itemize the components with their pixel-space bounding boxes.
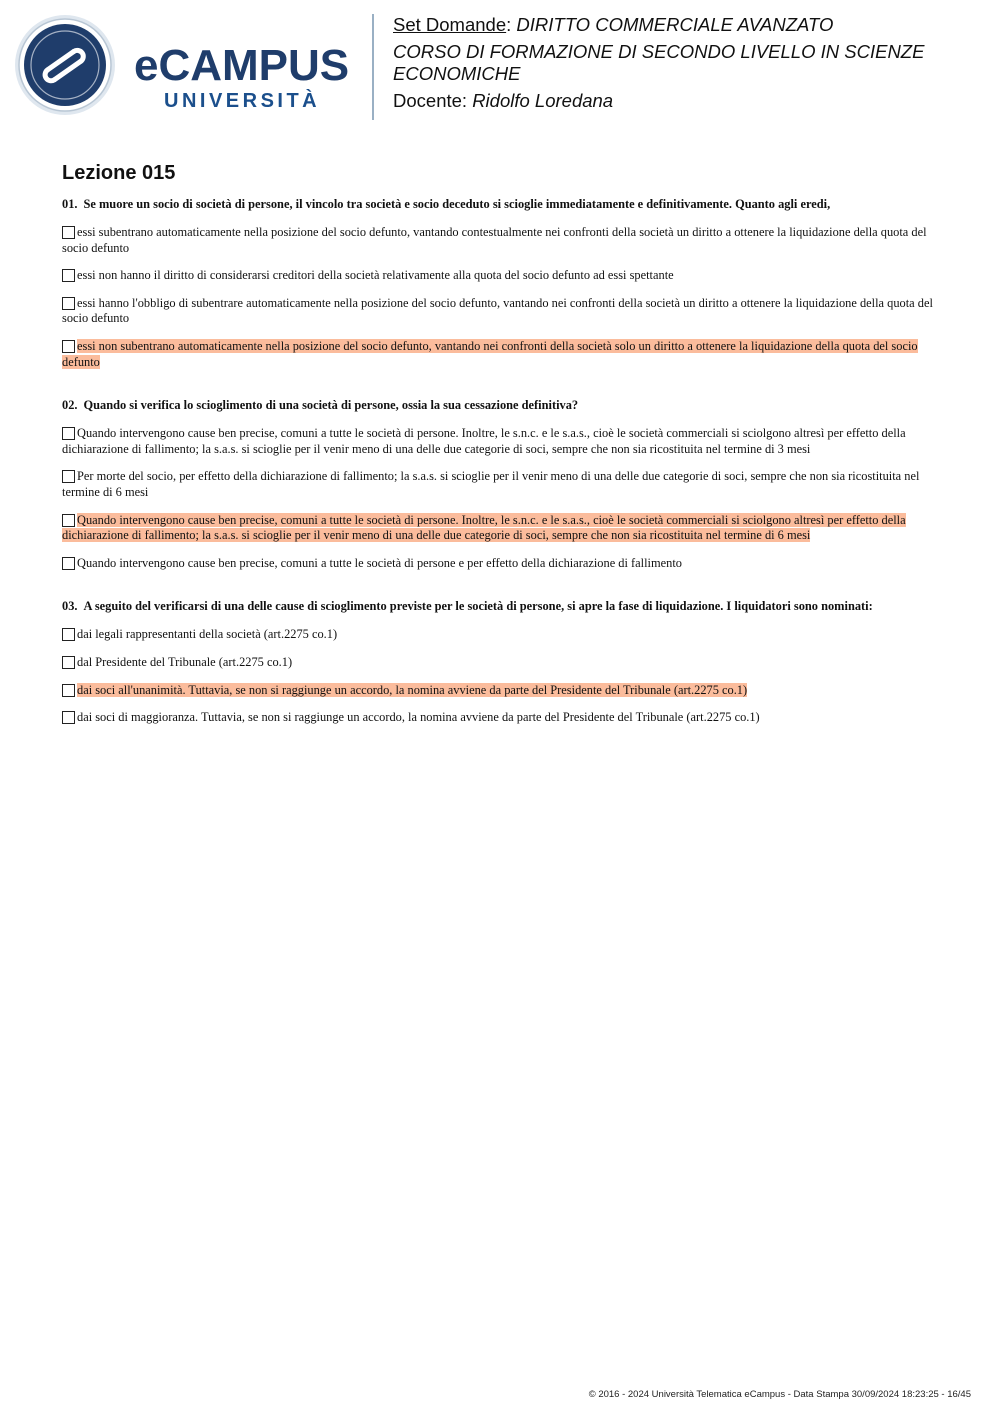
answer-text: essi subentrano automaticamente nella posizione del socio defunto, vantando contestualmente nei confronti della società un diritto a ottenere la liquidazione della quota del socio defunto [62, 225, 927, 255]
question-body: A seguito del verificarsi di una delle cause di scioglimento previste per le società di persone, si apre la fase di liquidazione. I liquidatori sono nominati: [83, 599, 873, 614]
answer-checkbox[interactable] [62, 340, 75, 353]
set-label: Set Domande [393, 14, 507, 35]
teacher-label: Docente: [393, 90, 468, 111]
answer-text-highlighted: Quando intervengono cause ben precise, comuni a tutte le società di persone. Inoltre, le s.n.c. e le s.a.s., cioè le società commerciali si sciolgono altresì per effetto della dichiarazione di fallimento; la s.a.s. si scioglie per il venir meno di una delle due categorie di soci, sempre che non sia ricostituita nel termine di 6 mesi [62, 512, 906, 543]
answer-checkbox[interactable] [62, 684, 75, 697]
answer-checkbox[interactable] [62, 427, 75, 440]
answer-option [62, 296, 940, 327]
logo-subtitle-text: UNIVERSITÀ [164, 90, 321, 112]
teacher-line [393, 90, 983, 112]
answer-text: essi non hanno il diritto di considerarsi creditori della società relativamente alla quota del socio defunto ad essi spettante [77, 268, 674, 283]
answer-text: dai legali rappresentanti della società (art.2275 co.1) [77, 627, 338, 642]
answer-text: Per morte del socio, per effetto della dichiarazione di fallimento; la s.a.s. si scioglie per il venir meno di una delle due categorie di soci, sempre che non sia ricostituita nel termine di 6 mesi [62, 469, 920, 499]
question-number: 03. [62, 599, 78, 614]
question-block [62, 196, 940, 370]
answer-text: essi hanno l'obbligo di subentrare automaticamente nella posizione del socio defunto, vantando nei confronti della società un diritto a ottenere la liquidazione della quota del socio defunto [62, 295, 933, 326]
course-title: DIRITTO COMMERCIALE AVANZATO [516, 14, 834, 35]
answer-option [62, 627, 940, 643]
question-block [62, 397, 940, 571]
answer-checkbox[interactable] [62, 514, 75, 527]
answer-option [62, 426, 940, 457]
question-number: 01. [62, 197, 78, 211]
page-header [0, 0, 1000, 130]
question-block [62, 598, 940, 725]
question-text [62, 196, 940, 212]
answer-option [62, 469, 940, 500]
answer-option-correct [62, 513, 940, 544]
answer-option-correct [62, 683, 940, 699]
answer-option [62, 710, 940, 726]
answer-checkbox[interactable] [62, 297, 75, 310]
ecampus-logo [14, 14, 359, 118]
question-body: Se muore un socio di società di persone, il vincolo tra società e socio deceduto si scioglie immediatamente e definitivamente. Quanto agli eredi, [83, 197, 831, 211]
question-number: 02. [62, 398, 78, 413]
header-info [393, 14, 983, 112]
answer-checkbox[interactable] [62, 269, 75, 282]
questions-list [62, 196, 940, 753]
answer-checkbox[interactable] [62, 656, 75, 669]
answer-text: Quando intervengono cause ben precise, comuni a tutte le società di persone. Inoltre, le s.n.c. e le s.a.s., cioè le società commerciali si sciolgono altresì per effetto della dichiarazione di fallimento; la s.a.s. si scioglie per il venir meno di una delle due categorie di soci, sempre che non sia ricostituita nel termine di 3 mesi [62, 426, 906, 456]
course-subtitle: CORSO DI FORMAZIONE DI SECONDO LIVELLO IN SCIENZE ECONOMICHE [393, 41, 925, 84]
answer-checkbox[interactable] [62, 470, 75, 483]
logo-seal-inner [24, 24, 106, 106]
answer-option [62, 225, 940, 256]
question-text [62, 397, 940, 413]
answer-text: Quando intervengono cause ben precise, comuni a tutte le società di persone e per effetto della dichiarazione di fallimento [77, 555, 682, 570]
header-divider [372, 14, 374, 120]
set-colon: : [506, 14, 512, 35]
answer-option [62, 655, 940, 671]
answer-checkbox[interactable] [62, 628, 75, 641]
question-body: Quando si verifica lo scioglimento di una società di persone, ossia la sua cessazione definitiva? [83, 398, 579, 413]
logo-brand-text: eCAMPUS [134, 41, 350, 90]
question-text [62, 598, 940, 614]
answer-text-highlighted: dai soci all'unanimità. Tuttavia, se non si raggiunge un accordo, la nomina avviene da parte del Presidente del Tribunale (art.2275 co.1) [77, 682, 748, 697]
answer-checkbox[interactable] [62, 557, 75, 570]
answer-text: dal Presidente del Tribunale (art.2275 co.1) [77, 654, 293, 669]
teacher-name: Ridolfo Loredana [472, 90, 614, 111]
answer-option [62, 268, 940, 284]
answer-text-highlighted: essi non subentrano automaticamente nella posizione del socio defunto, vantando nei confronti della società solo un diritto a ottenere la liquidazione della quota del socio defunto [62, 338, 918, 369]
answer-checkbox[interactable] [62, 226, 75, 239]
answer-option [62, 556, 940, 572]
set-line [393, 14, 983, 36]
answer-text: dai soci di maggioranza. Tuttavia, se non si raggiunge un accordo, la nomina avviene da parte del Presidente del Tribunale (art.2275 co.1) [77, 710, 760, 725]
lesson-title: Lezione 015 [62, 162, 176, 184]
page-footer: © 2016 - 2024 Università Telematica eCampus - Data Stampa 30/09/2024 18:23:25 - 16/45 [588, 1389, 971, 1400]
answer-checkbox[interactable] [62, 711, 75, 724]
answer-option-correct [62, 339, 940, 370]
